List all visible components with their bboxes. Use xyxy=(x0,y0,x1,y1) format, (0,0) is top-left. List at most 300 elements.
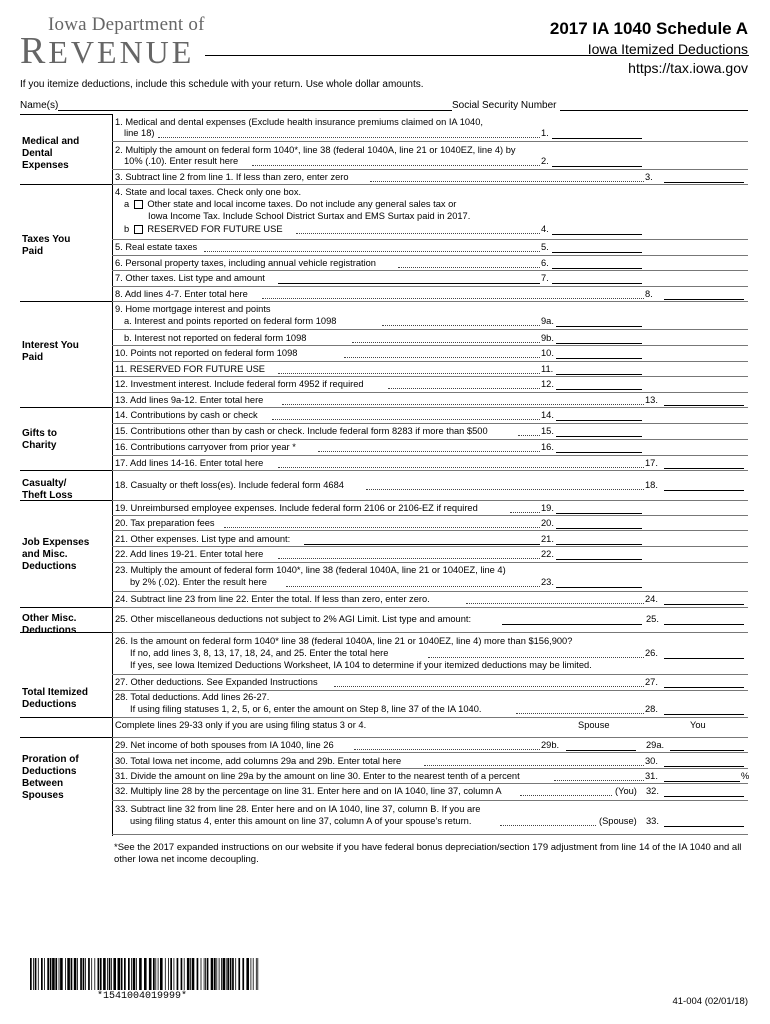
ssn-label: Social Security Number xyxy=(452,100,557,111)
line-7-amount[interactable] xyxy=(552,283,642,284)
barcode-bar xyxy=(170,958,172,990)
line-1-text-cont: line 18) xyxy=(124,128,155,138)
barcode-bar xyxy=(52,958,55,990)
line-23-text: 23. Multiply the amount of federal form 1040*, line 38 (federal 1040A, line 21 or 1040EZ, line 4) xyxy=(115,565,506,575)
barcode-bar xyxy=(59,958,60,990)
leader-dots xyxy=(388,388,540,389)
line-15-number: 15. xyxy=(541,426,554,436)
leader-dots xyxy=(354,749,540,750)
form-title: 2017 IA 1040 Schedule A xyxy=(549,19,748,38)
line-4a-text: Other state and local income taxes. Do not include any general sales tax or xyxy=(147,199,457,209)
section-label-line: Theft Loss xyxy=(22,490,73,501)
line-25-text: 25. Other miscellaneous deductions not subject to 2% AGI Limit. List type and amount: xyxy=(115,614,472,624)
row-rule xyxy=(112,345,748,346)
line-7-type-field[interactable] xyxy=(278,283,540,284)
line-32-amount[interactable] xyxy=(664,796,744,797)
line-4b-letter: b xyxy=(124,224,130,234)
section-label-line: Charity xyxy=(22,440,57,451)
proration-instructions: Complete lines 29-33 only if you are using filing status 3 or 4. xyxy=(115,720,367,730)
barcode-bar xyxy=(190,958,191,990)
row-rule xyxy=(112,270,748,271)
line-4-text: 4. State and local taxes. Check only one box. xyxy=(115,187,302,197)
leader-dots xyxy=(366,489,644,490)
barcode-bar xyxy=(67,958,70,990)
line-26-text-no: If no, add lines 3, 8, 13, 17, 18, 24, and 25. Enter the total here xyxy=(130,648,389,658)
barcode-bar xyxy=(153,958,155,990)
section-separator xyxy=(20,500,112,501)
line-4b-checkbox[interactable] xyxy=(134,225,143,234)
column-you-header: You xyxy=(690,720,706,730)
barcode-bar xyxy=(118,958,121,990)
barcode-bar xyxy=(187,958,190,990)
row-rule xyxy=(112,674,748,675)
line-27-number: 27. xyxy=(645,677,658,687)
row-rule xyxy=(112,392,748,393)
line-4a-checkbox[interactable] xyxy=(134,200,143,209)
section-label-line: Expenses xyxy=(22,160,69,171)
section-label-line: Interest You xyxy=(22,340,79,351)
section-label-line: Deductions xyxy=(22,699,77,710)
barcode-bar xyxy=(201,958,202,990)
leader-dots xyxy=(518,435,540,436)
row-rule xyxy=(112,717,748,718)
leader-dots xyxy=(554,780,644,781)
line-30-number: 30. xyxy=(645,756,658,766)
line-18-amount[interactable] xyxy=(664,490,744,491)
line-13-number: 13. xyxy=(645,395,658,405)
row-rule xyxy=(112,546,748,547)
row-rule xyxy=(112,286,748,287)
line-9-text: 9. Home mortgage interest and points xyxy=(115,304,271,314)
barcode-bar xyxy=(158,958,159,990)
line-1-amount[interactable] xyxy=(552,138,642,139)
barcode-bar xyxy=(149,958,152,990)
leader-dots xyxy=(278,558,540,559)
line-25-type-field[interactable] xyxy=(502,624,642,625)
logo-department-text: Iowa Department of xyxy=(48,14,205,35)
line-4a-text-cont: Iowa Income Tax. Include School District Surtax and EMS Surtax paid in 2017. xyxy=(148,211,471,221)
line-9a-number: 9a. xyxy=(541,316,554,326)
line-16-number: 16. xyxy=(541,442,554,452)
section-separator xyxy=(20,114,112,115)
barcode-bar xyxy=(214,958,216,990)
line-12-amount[interactable] xyxy=(556,389,642,390)
section-label-line: Gifts to xyxy=(22,428,57,439)
leader-dots xyxy=(204,251,540,252)
line-5-number: 5. xyxy=(541,242,549,252)
barcode-bar xyxy=(219,958,220,990)
leader-dots xyxy=(382,325,540,326)
section-label-line: Job Expenses xyxy=(22,537,90,548)
leader-dots xyxy=(262,298,644,299)
line-20-number: 20. xyxy=(541,518,554,528)
barcode-bar xyxy=(124,958,126,990)
line-26-text-yes: If yes, see Iowa Itemized Deductions Worksheet, IA 104 to determine if your itemized deductions may be limited. xyxy=(130,660,592,670)
barcode-bar xyxy=(50,958,52,990)
leader-dots xyxy=(352,342,540,343)
section-separator xyxy=(20,407,112,408)
row-rule xyxy=(112,800,748,801)
barcode-bar xyxy=(131,958,132,990)
barcode-bar xyxy=(207,958,209,990)
section-label-line: Between xyxy=(22,778,64,789)
line-17-text: 17. Add lines 14-16. Enter total here xyxy=(115,458,264,468)
line-10-text: 10. Points not reported on federal form 1098 xyxy=(115,348,298,358)
section-proration xyxy=(22,754,79,802)
line-25-amount[interactable] xyxy=(664,624,744,625)
line-4a-letter: a xyxy=(124,199,130,209)
barcode-bar xyxy=(184,958,185,990)
barcode-bar xyxy=(221,958,222,990)
line-19-number: 19. xyxy=(541,503,554,513)
leader-dots xyxy=(344,357,540,358)
line-1-number: 1. xyxy=(541,128,549,138)
line-11-text: 11. RESERVED FOR FUTURE USE xyxy=(115,364,265,374)
barcode-bar xyxy=(30,958,32,990)
line-16-text: 16. Contributions carryover from prior year * xyxy=(115,442,296,452)
line-9b-amount[interactable] xyxy=(556,343,642,344)
barcode-bar xyxy=(38,958,39,990)
line-30-text: 30. Total Iowa net income, add columns 29a and 29b. Enter total here xyxy=(115,756,402,766)
barcode-bar xyxy=(80,958,82,990)
barcode-bar xyxy=(177,958,179,990)
row-rule xyxy=(112,361,748,362)
leader-dots xyxy=(424,765,644,766)
line-32-text: 32. Multiply line 28 by the percentage on line 31. Enter here and on IA 1040, line 37, column A xyxy=(115,786,502,796)
row-rule xyxy=(112,439,748,440)
row-rule xyxy=(112,255,748,256)
section-label-line: Total Itemized xyxy=(22,687,88,698)
line-2-text-cont: 10% (.10). Enter result here xyxy=(124,156,239,166)
section-separator xyxy=(20,737,112,738)
line-7-number: 7. xyxy=(541,273,549,283)
line-7-text: 7. Other taxes. List type and amount xyxy=(115,273,265,283)
row-rule xyxy=(112,515,748,516)
leader-dots xyxy=(334,686,644,687)
section-label-line: Dental xyxy=(22,148,53,159)
section-taxes xyxy=(22,234,70,258)
section-separator xyxy=(20,607,112,608)
leader-dots xyxy=(466,603,644,604)
barcode-bar xyxy=(83,958,85,990)
line-5-amount[interactable] xyxy=(552,252,642,253)
line-24-amount[interactable] xyxy=(664,604,744,605)
barcode-bar xyxy=(41,958,43,990)
barcode-bar xyxy=(71,958,73,990)
line-33-amount[interactable] xyxy=(664,826,744,827)
section-separator xyxy=(20,301,112,302)
leader-dots xyxy=(370,181,644,182)
barcode-bar xyxy=(168,958,169,990)
line-24-number: 24. xyxy=(645,594,658,604)
line-28-text: 28. Total deductions. Add lines 26-27. xyxy=(115,692,270,702)
line-29a-number: 29a. xyxy=(646,740,665,750)
barcode-bar xyxy=(205,958,206,990)
line-27-amount[interactable] xyxy=(664,687,744,688)
section-label-line: Paid xyxy=(22,352,44,363)
line-1-text: 1. Medical and dental expenses (Exclude health insurance premiums claimed on IA 1040, xyxy=(115,117,483,127)
line-16-amount[interactable] xyxy=(556,452,642,453)
barcode-bar xyxy=(35,958,37,990)
barcode-bar xyxy=(136,958,137,990)
footnote: *See the 2017 expanded instructions on our website if you have federal bonus depreciation/section 179 adjustment from line 14 of the IA 1040 and all other Iowa net income decoupling. xyxy=(114,842,742,865)
barcode-bar xyxy=(257,958,258,990)
row-rule xyxy=(112,407,748,408)
row-rule xyxy=(112,455,748,456)
logo-r: R xyxy=(20,30,49,72)
section-label-line: Paid xyxy=(22,246,44,257)
line-28-text-cont: If using filing statuses 1, 2, 5, or 6, enter the amount on Step 8, line 37 of the IA 1040. xyxy=(130,704,482,714)
row-rule xyxy=(112,329,748,330)
line-28-amount[interactable] xyxy=(664,714,744,715)
line-9b-text: b. Interest not reported on federal form 1098 xyxy=(124,333,307,343)
section-label-line: Deductions xyxy=(22,561,77,572)
leader-dots xyxy=(252,165,540,166)
barcode-bar xyxy=(204,958,205,990)
section-label-line: and Misc. xyxy=(22,549,68,560)
intro-instructions: If you itemize deductions, include this schedule with your return. Use whole dollar amounts. xyxy=(20,79,424,90)
line-32-number: 32. xyxy=(646,786,659,796)
line-8-amount[interactable] xyxy=(664,299,744,300)
line-29b-amount[interactable] xyxy=(566,750,636,751)
barcode-bar xyxy=(44,958,45,990)
form-number: 41-004 (02/01/18) xyxy=(672,996,748,1007)
line-5-text: 5. Real estate taxes xyxy=(115,242,198,252)
barcode-bar xyxy=(55,958,57,990)
line-12-text: 12. Investment interest. Include federal form 4952 if required xyxy=(115,379,364,389)
logo-revenue-text xyxy=(20,29,194,73)
line-31-percent[interactable] xyxy=(664,781,740,782)
line-19-text: 19. Unreimbursed employee expenses. Include federal form 2106 or 2106-EZ if required xyxy=(115,503,478,513)
section-separator xyxy=(20,717,112,718)
line-6-text: 6. Personal property taxes, including annual vehicle registration xyxy=(115,258,376,268)
barcode-bar xyxy=(197,958,199,990)
website-url[interactable]: https://tax.iowa.gov xyxy=(628,60,748,76)
section-label-line: Other Misc. xyxy=(22,613,77,624)
barcode-bar xyxy=(230,958,232,990)
barcode-bar xyxy=(60,958,63,990)
barcode-bar xyxy=(121,958,123,990)
line-25-number: 25. xyxy=(646,614,659,624)
section-label-line: Deductions xyxy=(22,766,77,777)
line-22-amount[interactable] xyxy=(556,559,642,560)
line-3-text: 3. Subtract line 2 from line 1. If less than zero, enter zero xyxy=(115,172,349,182)
line-21-amount[interactable] xyxy=(556,544,642,545)
line-23-amount[interactable] xyxy=(556,587,642,588)
barcode-bar xyxy=(238,958,240,990)
barcode-bar xyxy=(181,958,183,990)
section-label-line: Deductions xyxy=(22,625,77,636)
line-4-number: 4. xyxy=(541,224,549,234)
names-label: Name(s) xyxy=(20,100,59,111)
barcode-bar xyxy=(226,958,227,990)
row-rule xyxy=(112,737,748,738)
line-31-number: 31. xyxy=(645,771,658,781)
leader-dots xyxy=(318,451,540,452)
barcode-bar xyxy=(144,958,147,990)
leader-dots xyxy=(516,713,644,714)
line-12-number: 12. xyxy=(541,379,554,389)
line-10-number: 10. xyxy=(541,348,554,358)
row-rule xyxy=(112,530,748,531)
barcode-bar xyxy=(192,958,195,990)
barcode-bar xyxy=(251,958,252,990)
line-30-amount[interactable] xyxy=(664,766,744,767)
leader-dots xyxy=(282,404,644,405)
ssn-field[interactable] xyxy=(560,110,748,111)
barcode-bar xyxy=(232,958,234,990)
row-rule xyxy=(112,591,748,592)
row-rule xyxy=(112,141,748,142)
line-26-amount[interactable] xyxy=(664,658,744,659)
leader-dots xyxy=(510,512,540,513)
column-spouse-header: Spouse xyxy=(578,720,610,730)
line-31-text: 31. Divide the amount on line 29a by the amount on line 30. Enter to the nearest tenth of a percent xyxy=(115,771,520,781)
barcode-bar xyxy=(155,958,156,990)
row-rule xyxy=(112,768,748,769)
section-label-line: Casualty/ xyxy=(22,478,67,489)
line-18-text: 18. Casualty or theft loss(es). Include federal form 4684 xyxy=(115,480,344,490)
barcode-bar xyxy=(165,958,166,990)
leader-dots xyxy=(428,657,644,658)
line-13-text: 13. Add lines 9a-12. Enter total here xyxy=(115,395,264,405)
barcode-bar xyxy=(113,958,116,990)
line-11-number: 11. xyxy=(541,364,554,374)
line-33-spouse-label: (Spouse) xyxy=(599,816,637,826)
row-rule xyxy=(112,783,748,784)
line-10-amount[interactable] xyxy=(556,358,642,359)
line-26-number: 26. xyxy=(645,648,658,658)
line-19-amount[interactable] xyxy=(556,513,642,514)
row-rule xyxy=(112,500,748,501)
line-8-text: 8. Add lines 4-7. Enter total here xyxy=(115,289,248,299)
leader-dots xyxy=(296,233,540,234)
row-rule xyxy=(112,423,748,424)
barcode-bar xyxy=(216,958,217,990)
line-3-amount[interactable] xyxy=(664,182,744,183)
barcode-bar xyxy=(235,958,236,990)
line-23-text-cont: by 2% (.02). Enter the result here xyxy=(130,577,267,587)
line-33-text-cont: using filing status 4, enter this amount on line 37, column A of your spouse’s return. xyxy=(130,816,472,826)
line-13-amount[interactable] xyxy=(664,405,744,406)
row-rule xyxy=(112,470,748,471)
barcode-bar xyxy=(139,958,142,990)
section-separator xyxy=(20,184,112,185)
line-2-text: 2. Multiply the amount on federal form 1040*, line 38 (federal 1040A, line 21 or 1040EZ, line 4) by xyxy=(115,145,516,155)
section-label-line: Proration of xyxy=(22,754,79,765)
names-field[interactable] xyxy=(58,110,452,111)
leader-dots xyxy=(278,373,540,374)
line-9b-number: 9b. xyxy=(541,333,554,343)
line-29a-amount[interactable] xyxy=(670,750,744,751)
leader-dots xyxy=(278,467,644,468)
barcode-bar xyxy=(109,958,111,990)
line-18-number: 18. xyxy=(645,480,658,490)
section-job xyxy=(22,537,89,573)
barcode-bar xyxy=(85,958,86,990)
line-9a-text: a. Interest and points reported on federal form 1098 xyxy=(124,316,337,326)
line-33-number: 33. xyxy=(646,816,659,826)
leader-dots xyxy=(398,267,540,268)
barcode-number: *1541004019999* xyxy=(97,991,188,1002)
line-33-text: 33. Subtract line 32 from line 28. Enter here and on IA 1040, line 37, column B. If you are xyxy=(115,804,481,814)
line-11-amount[interactable] xyxy=(556,374,642,375)
line-9a-amount[interactable] xyxy=(556,326,642,327)
line-6-amount[interactable] xyxy=(552,268,642,269)
row-rule xyxy=(112,169,748,170)
barcode-bar xyxy=(227,958,229,990)
line-14-number: 14. xyxy=(541,410,554,420)
section-divider-vertical xyxy=(112,114,113,836)
barcode-bar xyxy=(47,958,49,990)
row-rule xyxy=(112,239,748,240)
barcode-bar xyxy=(98,958,100,990)
line-20-amount[interactable] xyxy=(556,528,642,529)
line-21-number: 21. xyxy=(541,534,554,544)
line-4a-option xyxy=(124,199,456,210)
line-8-number: 8. xyxy=(645,289,653,299)
percent-sign: % xyxy=(741,771,750,781)
line-32-you-label: (You) xyxy=(615,786,637,796)
logo-evenue: EVENUE xyxy=(48,34,195,70)
barcode-bar xyxy=(133,958,136,990)
barcode-bar xyxy=(256,958,257,990)
section-interest xyxy=(22,340,79,364)
barcode-image xyxy=(30,958,260,990)
row-rule xyxy=(112,752,748,753)
section-separator xyxy=(20,470,112,471)
line-27-text: 27. Other deductions. See Expanded Instructions xyxy=(115,677,318,687)
row-rule xyxy=(112,632,748,633)
section-label-line: Spouses xyxy=(22,790,64,801)
section-gifts xyxy=(22,428,57,452)
line-4b-text: RESERVED FOR FUTURE USE xyxy=(147,224,283,234)
barcode-bar xyxy=(223,958,226,990)
section-total xyxy=(22,687,88,711)
line-29b-number: 29b. xyxy=(541,740,560,750)
row-rule xyxy=(112,690,748,691)
line-2-number: 2. xyxy=(541,156,549,166)
line-17-amount[interactable] xyxy=(664,468,744,469)
form-subtitle: Iowa Itemized Deductions xyxy=(587,41,748,57)
line-2-amount[interactable] xyxy=(552,166,642,167)
barcode-bar xyxy=(128,958,130,990)
barcode-bar xyxy=(111,958,112,990)
line-4-amount[interactable] xyxy=(552,234,642,235)
line-15-text: 15. Contributions other than by cash or check. Include federal form 8283 if more than $500 xyxy=(115,426,488,436)
barcode-bar xyxy=(94,958,95,990)
line-21-type-field[interactable] xyxy=(304,544,540,545)
barcode-bar xyxy=(88,958,90,990)
barcode-bar xyxy=(74,958,77,990)
line-24-text: 24. Subtract line 23 from line 22. Enter the total. If less than zero, enter zero. xyxy=(115,594,430,604)
line-26-text: 26. Is the amount on federal form 1040* line 38 (federal 1040A, line 21 or 1040EZ, line 4) more than $156,900? xyxy=(115,636,573,646)
section-label-line: Medical and xyxy=(22,136,80,147)
section-casualty xyxy=(22,478,73,502)
barcode-bar xyxy=(107,958,108,990)
line-14-amount[interactable] xyxy=(556,420,642,421)
line-15-amount[interactable] xyxy=(556,436,642,437)
row-rule xyxy=(112,562,748,563)
barcode-bar xyxy=(242,958,244,990)
barcode-bar xyxy=(160,958,163,990)
leader-dots xyxy=(286,586,540,587)
barcode-bar xyxy=(77,958,78,990)
section-separator xyxy=(20,632,112,633)
row-rule xyxy=(112,301,748,302)
line-14-text: 14. Contributions by cash or check xyxy=(115,410,258,420)
leader-dots xyxy=(500,825,596,826)
